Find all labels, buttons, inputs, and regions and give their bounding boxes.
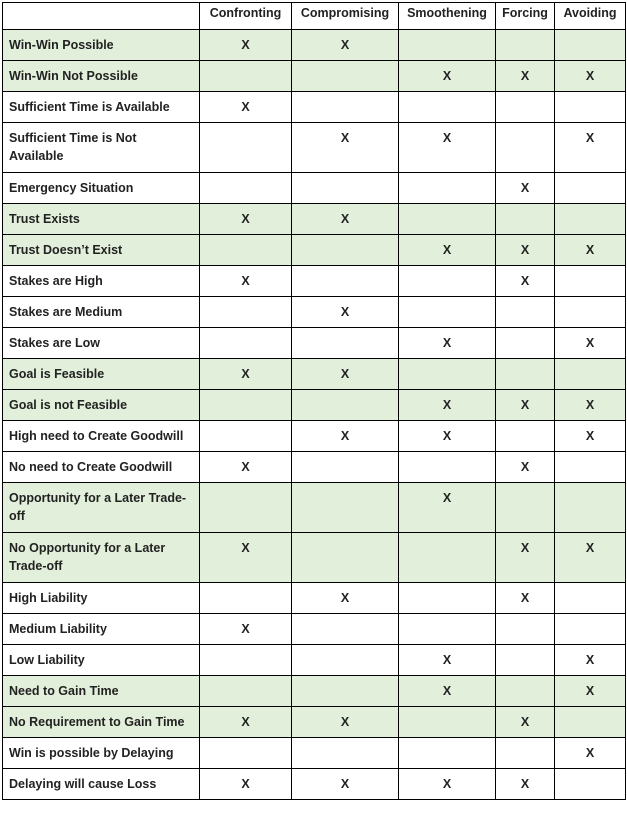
mark-cell xyxy=(399,583,496,614)
mark-cell xyxy=(200,483,292,533)
mark-cell xyxy=(496,359,555,390)
row-label: No Opportunity for a Later Trade-off xyxy=(3,533,200,583)
table-row xyxy=(3,92,626,123)
mark-cell: X xyxy=(200,707,292,738)
mark-cell: X xyxy=(555,533,626,583)
mark-cell: X xyxy=(200,30,292,61)
mark-cell: X xyxy=(496,61,555,92)
table-row xyxy=(3,707,626,738)
mark-cell: X xyxy=(399,769,496,800)
mark-cell: X xyxy=(200,452,292,483)
mark-cell: X xyxy=(399,645,496,676)
header-avoiding: Avoiding xyxy=(555,3,626,30)
header-corner xyxy=(3,3,200,30)
mark-cell xyxy=(200,328,292,359)
mark-cell: X xyxy=(200,92,292,123)
row-label: Win-Win Possible xyxy=(3,30,200,61)
row-label: Goal is not Feasible xyxy=(3,390,200,421)
table-row xyxy=(3,676,626,707)
table-row xyxy=(3,297,626,328)
mark-cell: X xyxy=(292,359,399,390)
mark-cell: X xyxy=(292,123,399,173)
mark-cell xyxy=(555,359,626,390)
row-label: Low Liability xyxy=(3,645,200,676)
mark-cell xyxy=(200,421,292,452)
mark-cell: X xyxy=(496,707,555,738)
mark-cell xyxy=(555,30,626,61)
mark-cell: X xyxy=(292,707,399,738)
mark-cell xyxy=(555,583,626,614)
mark-cell xyxy=(200,645,292,676)
mark-cell: X xyxy=(292,204,399,235)
mark-cell: X xyxy=(496,452,555,483)
mark-cell: X xyxy=(496,235,555,266)
row-label: Emergency Situation xyxy=(3,173,200,204)
table-row xyxy=(3,173,626,204)
header-forcing: Forcing xyxy=(496,3,555,30)
mark-cell xyxy=(399,266,496,297)
row-label: Sufficient Time is Available xyxy=(3,92,200,123)
header-row xyxy=(3,3,626,30)
table-row xyxy=(3,614,626,645)
mark-cell: X xyxy=(555,328,626,359)
mark-cell xyxy=(496,123,555,173)
mark-cell: X xyxy=(496,583,555,614)
mark-cell xyxy=(496,645,555,676)
mark-cell xyxy=(399,452,496,483)
mark-cell: X xyxy=(496,390,555,421)
header-smoothening: Smoothening xyxy=(399,3,496,30)
mark-cell xyxy=(496,483,555,533)
header-confronting: Confronting xyxy=(200,3,292,30)
table-row xyxy=(3,738,626,769)
mark-cell xyxy=(555,173,626,204)
row-label: Stakes are Low xyxy=(3,328,200,359)
mark-cell xyxy=(292,173,399,204)
mark-cell xyxy=(399,92,496,123)
mark-cell xyxy=(399,614,496,645)
mark-cell xyxy=(200,738,292,769)
mark-cell xyxy=(399,204,496,235)
mark-cell: X xyxy=(399,483,496,533)
mark-cell: X xyxy=(399,676,496,707)
mark-cell: X xyxy=(200,266,292,297)
mark-cell: X xyxy=(555,123,626,173)
mark-cell: X xyxy=(200,204,292,235)
mark-cell xyxy=(555,769,626,800)
table-row xyxy=(3,390,626,421)
table-row xyxy=(3,533,626,583)
mark-cell xyxy=(200,173,292,204)
mark-cell xyxy=(555,266,626,297)
table-body xyxy=(3,30,626,800)
mark-cell: X xyxy=(200,769,292,800)
mark-cell: X xyxy=(399,61,496,92)
mark-cell: X xyxy=(496,769,555,800)
mark-cell xyxy=(292,235,399,266)
mark-cell xyxy=(399,707,496,738)
mark-cell xyxy=(200,297,292,328)
mark-cell xyxy=(200,676,292,707)
mark-cell xyxy=(496,204,555,235)
mark-cell: X xyxy=(200,533,292,583)
mark-cell xyxy=(292,533,399,583)
header-compromising: Compromising xyxy=(292,3,399,30)
mark-cell xyxy=(292,328,399,359)
row-label: High need to Create Goodwill xyxy=(3,421,200,452)
table-row xyxy=(3,61,626,92)
table-row xyxy=(3,30,626,61)
mark-cell xyxy=(292,452,399,483)
row-label: Win-Win Not Possible xyxy=(3,61,200,92)
mark-cell: X xyxy=(399,235,496,266)
mark-cell xyxy=(292,483,399,533)
mark-cell: X xyxy=(292,30,399,61)
row-label: Delaying will cause Loss xyxy=(3,769,200,800)
row-label: Trust Doesn’t Exist xyxy=(3,235,200,266)
mark-cell: X xyxy=(496,173,555,204)
mark-cell xyxy=(496,328,555,359)
mark-cell: X xyxy=(496,266,555,297)
mark-cell: X xyxy=(555,61,626,92)
mark-cell xyxy=(496,297,555,328)
mark-cell xyxy=(292,390,399,421)
row-label: Stakes are High xyxy=(3,266,200,297)
table-row xyxy=(3,645,626,676)
table-row xyxy=(3,421,626,452)
mark-cell xyxy=(496,92,555,123)
mark-cell: X xyxy=(399,390,496,421)
table-row xyxy=(3,452,626,483)
mark-cell xyxy=(555,92,626,123)
mark-cell: X xyxy=(555,645,626,676)
mark-cell: X xyxy=(555,390,626,421)
table-row xyxy=(3,359,626,390)
mark-cell xyxy=(200,235,292,266)
row-label: Medium Liability xyxy=(3,614,200,645)
mark-cell xyxy=(399,359,496,390)
table-row xyxy=(3,483,626,533)
table-row xyxy=(3,235,626,266)
mark-cell xyxy=(555,614,626,645)
mark-cell: X xyxy=(555,738,626,769)
mark-cell xyxy=(200,123,292,173)
mark-cell xyxy=(496,676,555,707)
row-label: High Liability xyxy=(3,583,200,614)
mark-cell xyxy=(292,645,399,676)
mark-cell xyxy=(496,614,555,645)
mark-cell xyxy=(555,452,626,483)
row-label: No Requirement to Gain Time xyxy=(3,707,200,738)
mark-cell xyxy=(555,297,626,328)
mark-cell: X xyxy=(292,583,399,614)
mark-cell xyxy=(496,30,555,61)
conflict-resolution-table xyxy=(2,2,626,800)
mark-cell xyxy=(399,533,496,583)
mark-cell xyxy=(399,173,496,204)
mark-cell: X xyxy=(399,421,496,452)
table-row xyxy=(3,583,626,614)
mark-cell: X xyxy=(496,533,555,583)
mark-cell xyxy=(292,61,399,92)
table-row xyxy=(3,204,626,235)
mark-cell xyxy=(200,583,292,614)
mark-cell: X xyxy=(555,421,626,452)
mark-cell: X xyxy=(292,421,399,452)
mark-cell: X xyxy=(292,297,399,328)
mark-cell: X xyxy=(399,123,496,173)
row-label: No need to Create Goodwill xyxy=(3,452,200,483)
row-label: Goal is Feasible xyxy=(3,359,200,390)
mark-cell: X xyxy=(200,359,292,390)
row-label: Opportunity for a Later Trade-off xyxy=(3,483,200,533)
mark-cell xyxy=(399,297,496,328)
mark-cell xyxy=(292,266,399,297)
table-row xyxy=(3,266,626,297)
mark-cell xyxy=(399,738,496,769)
row-label: Trust Exists xyxy=(3,204,200,235)
table-row xyxy=(3,328,626,359)
mark-cell: X xyxy=(555,235,626,266)
row-label: Win is possible by Delaying xyxy=(3,738,200,769)
mark-cell xyxy=(496,738,555,769)
row-label: Need to Gain Time xyxy=(3,676,200,707)
mark-cell: X xyxy=(399,328,496,359)
mark-cell: X xyxy=(292,769,399,800)
mark-cell xyxy=(292,614,399,645)
mark-cell xyxy=(555,707,626,738)
mark-cell xyxy=(200,61,292,92)
mark-cell xyxy=(292,738,399,769)
table-row xyxy=(3,123,626,173)
row-label: Sufficient Time is Not Available xyxy=(3,123,200,173)
mark-cell: X xyxy=(200,614,292,645)
row-label: Stakes are Medium xyxy=(3,297,200,328)
mark-cell xyxy=(292,676,399,707)
mark-cell: X xyxy=(555,676,626,707)
mark-cell xyxy=(496,421,555,452)
mark-cell xyxy=(200,390,292,421)
mark-cell xyxy=(292,92,399,123)
mark-cell xyxy=(399,30,496,61)
mark-cell xyxy=(555,204,626,235)
mark-cell xyxy=(555,483,626,533)
table-row xyxy=(3,769,626,800)
